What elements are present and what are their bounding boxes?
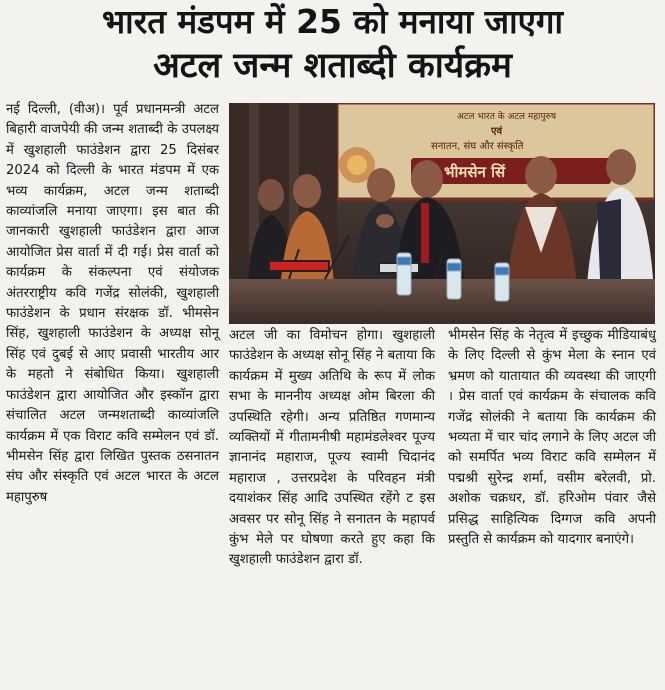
article-column-1: नई दिल्ली, (वीअ)। पूर्व प्रधानमन्त्री अटल बिहारी वाजपेयी की जन्म शताब्दी के उपलक्ष्य में खुशहाली फाउंडेशन द्वारा 25 दिसंबर 2024 को दिल्ली के भारत मंडपम में एक भव्य कार्यक्रम, अटल जन्म शताब्दी काव्यांजलि मनाया जाएगा। इस बात की जानकारी खुशहाली फाउंडेशन द्वारा आज आयोजित प्रेस वार्ता में दी गई। प्रेस वार्ता को कार्यक्रम के संकल्पना एवं संयोजक अंतरराष्ट्रीय कवि गजेंद्र सोलंकी, खुशहाली फाउंडेशन के प्रधान संरक्षक डॉ. भीमसेन सिंह, खुशहाली फाउंडेशन के अध्यक्ष सोनू सिंह एवं दुबई से आए प्रवासी भारतीय आर के महतो ने संबोधित किया। खुशहाली फाउंडेशन द्वारा आयोजित और इस्कॉन द्वारा संचालित अटल जन्मशताब्दी काव्यांजलि कार्यक्रम में एक विराट कवि सम्मेलन एवं डॉ. भीमसेन सिंह द्वारा लिखित पुस्तक ठसनातन संघ और संस्कृति एवं अटल भारत के अटल महापुरुष [6, 102, 219, 505]
photo-illustration [229, 103, 655, 324]
banner-line-2: एवं [491, 126, 503, 137]
article-column-3: भीमसेन सिंह के नेतृत्व में इच्छुक मीडियाबंधु के लिए दिल्ली से कुंभ मेला के स्नान एवं भ्रमण को यातायात की व्यवस्था की जाएगी । प्रेस वार्ता एवं कार्यक्रम के संचालक कवि गजेंद्र सोलंकी ने बताया कि कार्यक्रम की भव्यता में चार चांद लगाने के लिए अटल जी को समर्पित भव्य विराट कवि सम्मेलन में पद्मश्री सुरेन्द्र शर्मा, वसीम बरेलवी, प्रो. अशोक चक्रधर, डॉ. हरिओम पंवार जैसे प्रसिद्ध साहित्यिक दिग्गज कवि अपनी प्रस्तुति से कार्यक्रम को यादगार बनाएंगे। [448, 328, 656, 548]
article-column-2: अटल जी का विमोचन होगा। खुशहाली फाउंडेशन के अध्यक्ष सोनू सिंह ने बताया कि कार्यक्रम में मुख्य अतिथि के रूप में लोक सभा के माननीय अध्यक्ष ओम बिरला की उपस्थिति रहेगी। अन्य प्रतिष्ठित गणमान्य व्यक्तियों में गीतामनीषी महामंडलेश्वर पूज्य ज्ञानानंद महाराज, पूज्य स्वामी चिदानंद महाराज , उत्तरप्रदेश के परिवहन मंत्री दयाशंकर सिंह आदि उपस्थित रहेंगे ट इस अवसर पर सोनू सिंह ने सनातन के महापर्व कुंभ मेले पर घोषणा करते हुए कहा कि खुशहाली फाउंडेशन द्वारा डॉ. [229, 328, 435, 568]
banner-line-4: भीमसेन सिं [444, 163, 506, 181]
headline [0, 4, 665, 86]
headline-line-1: भारत मंडपम में 25 को मनाया जाएगा [101, 2, 564, 41]
banner-line-3: सनातन, संघ और संस्कृति [431, 141, 524, 152]
conference-table [229, 279, 655, 324]
banner-line-1: अटल भारत के अटल महापुरुष [457, 112, 557, 122]
press-conference-photo [229, 103, 655, 324]
headline-line-2: अटल जन्म शताब्दी कार्यक्रम [153, 45, 512, 86]
